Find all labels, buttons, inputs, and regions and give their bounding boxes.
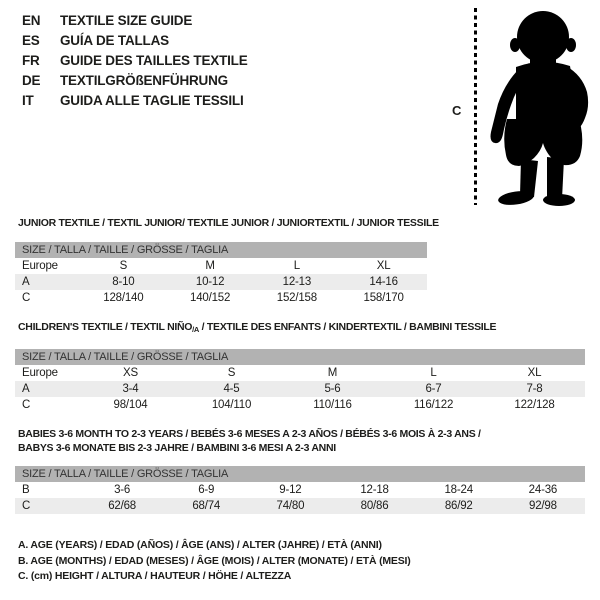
- cell: 80/86: [360, 500, 389, 512]
- cell: 6-7: [425, 383, 442, 395]
- junior-textile-table: [15, 216, 439, 306]
- table-row: [15, 258, 427, 274]
- language-label: TEXTILGRÖßENFÜHRUNG: [60, 73, 228, 88]
- row-label: A: [22, 276, 30, 288]
- cell: 116/122: [413, 399, 454, 411]
- row-label: B: [22, 484, 30, 496]
- cell: 6-9: [198, 484, 215, 496]
- size-header-bar: SIZE / TALLA / TAILLE / GRÖSSE / TAGLIA: [15, 349, 585, 365]
- cell: M: [205, 260, 215, 272]
- table-title: JUNIOR TEXTILE / TEXTIL JUNIOR/ TEXTILE JUNIOR / JUNIORTEXTIL / JUNIOR TESSILE: [18, 217, 439, 229]
- language-list: [22, 11, 248, 111]
- language-label: GUIDA ALLE TAGLIE TESSILI: [60, 93, 244, 108]
- cell: 68/74: [192, 500, 221, 512]
- language-row-es: [22, 31, 248, 51]
- cell: 24-36: [528, 484, 558, 496]
- table-title-line1: BABIES 3-6 MONTH TO 2-3 YEARS / BEBÉS 3-6 MESES A 2-3 AÑOS / BÉBÉS 3-6 MOIS À 2-3 ANS /: [18, 428, 481, 440]
- language-row-en: [22, 11, 248, 31]
- language-row-fr: [22, 51, 248, 71]
- cell: 8-10: [112, 276, 135, 288]
- cell: 7-8: [526, 383, 543, 395]
- language-code: IT: [22, 93, 34, 108]
- children-textile-table: [15, 320, 585, 413]
- cell: 98/104: [113, 399, 148, 411]
- language-label: GUÍA DE TALLAS: [60, 33, 169, 48]
- size-header-bar: SIZE / TALLA / TAILLE / GRÖSSE / TAGLIA: [15, 466, 585, 482]
- cell: 62/68: [108, 500, 136, 512]
- cell: 9-12: [279, 484, 302, 496]
- footnote-b: B. AGE (MONTHS) / EDAD (MESES) / ÂGE (MOIS) / ALTER (MONATE) / ETÀ (MESI): [18, 554, 411, 567]
- row-label: Europe: [22, 367, 58, 379]
- cell: L: [293, 260, 300, 272]
- footnotes: [18, 538, 411, 585]
- cell: 3-4: [122, 383, 139, 395]
- babies-textile-table: [15, 427, 585, 514]
- height-measure-label: C: [452, 103, 462, 118]
- cell: 3-6: [114, 484, 131, 496]
- language-code: DE: [22, 73, 41, 88]
- row-label: C: [22, 292, 31, 304]
- table-row: [15, 498, 585, 514]
- cell: S: [227, 367, 236, 379]
- language-code: EN: [22, 13, 41, 28]
- cell: 5-6: [324, 383, 341, 395]
- table-title-text: / TEXTILE DES ENFANTS / KINDERTEXTIL / BAMBINI TESSILE: [199, 321, 497, 333]
- size-header-bar: SIZE / TALLA / TAILLE / GRÖSSE / TAGLIA: [15, 242, 427, 258]
- cell: 122/128: [514, 399, 555, 411]
- cell: 4-5: [223, 383, 240, 395]
- cell: L: [430, 367, 437, 379]
- language-label: TEXTILE SIZE GUIDE: [60, 13, 193, 28]
- row-label: C: [22, 500, 31, 512]
- cell: 110/116: [313, 399, 352, 411]
- cell: 12-13: [282, 276, 312, 288]
- table-title: [15, 427, 585, 455]
- cell: 158/170: [363, 292, 404, 304]
- cell: XL: [376, 260, 391, 272]
- cell: M: [327, 367, 338, 379]
- table-row: [15, 290, 427, 306]
- language-row-de: [22, 71, 248, 91]
- cell: 10-12: [195, 276, 225, 288]
- cell: 104/110: [211, 399, 252, 411]
- cell: 140/152: [190, 292, 231, 304]
- language-row-it: [22, 91, 248, 111]
- cell: XL: [527, 367, 542, 379]
- language-label: GUIDE DES TAILLES TEXTILE: [60, 53, 248, 68]
- table-row: [15, 381, 585, 397]
- baby-silhouette-icon: [486, 5, 598, 207]
- row-label: Europe: [22, 260, 58, 272]
- table-row: [15, 274, 427, 290]
- language-code: ES: [22, 33, 40, 48]
- table-row: [15, 482, 585, 498]
- table-row: [15, 365, 585, 381]
- cell: XS: [123, 367, 138, 379]
- language-code: FR: [22, 53, 40, 68]
- table-title-subscript: /A: [192, 325, 200, 334]
- cell: S: [119, 260, 128, 272]
- row-label: C: [22, 399, 31, 411]
- height-measure-dashed-line: [474, 8, 477, 205]
- cell: 74/80: [276, 500, 305, 512]
- cell: 18-24: [444, 484, 473, 496]
- footnote-c: C. (cm) HEIGHT / ALTURA / HAUTEUR / HÖHE / ALTEZZA: [18, 570, 292, 582]
- footnote-a: A. AGE (YEARS) / EDAD (AÑOS) / ÂGE (ANS) / ALTER (JAHRE) / ETÀ (ANNI): [18, 539, 382, 551]
- cell: 152/158: [276, 292, 317, 304]
- cell: 12-18: [360, 484, 389, 496]
- cell: 86/92: [444, 500, 473, 512]
- cell: 128/140: [103, 292, 144, 304]
- table-title-line2: BABYS 3-6 MONATE BIS 2-3 JAHRE / BAMBINI 3-6 MESI A 2-3 ANNI: [18, 442, 336, 454]
- table-title-text: CHILDREN'S TEXTILE / TEXTIL NIÑO: [18, 321, 193, 333]
- table-row: [15, 397, 585, 413]
- cell: 92/98: [529, 500, 557, 512]
- cell: 14-16: [369, 276, 398, 288]
- row-label: A: [22, 383, 30, 395]
- table-title: [15, 320, 585, 337]
